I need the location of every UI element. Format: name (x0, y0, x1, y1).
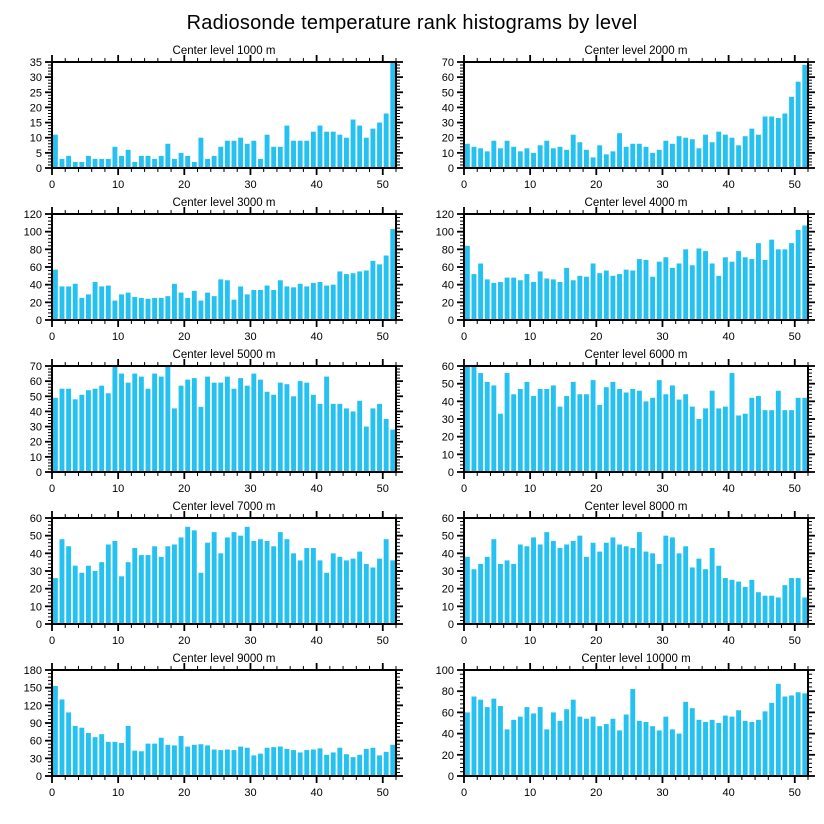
y-tick-label: 0 (447, 771, 454, 783)
y-tick-label: 150 (23, 682, 42, 695)
y-tick-label: 20 (441, 132, 454, 145)
y-tick-label: 10 (441, 601, 454, 614)
y-tick-label: 10 (441, 147, 454, 160)
x-tick-label: 30 (244, 483, 257, 495)
y-tick-label: 40 (441, 728, 454, 741)
x-tick-label: 50 (376, 331, 389, 343)
x-tick-label: 30 (656, 787, 669, 799)
y-tick-label: 20 (29, 436, 42, 449)
y-tick-label: 30 (441, 566, 454, 578)
y-tick-label: 50 (29, 530, 42, 543)
chart-panel-3000m (0, 194, 412, 346)
x-tick-label: 20 (178, 635, 191, 647)
histogram-2000m-svg (412, 42, 824, 194)
x-tick-label: 20 (590, 635, 603, 647)
y-tick-label: 60 (441, 72, 454, 85)
x-tick-label: 30 (244, 179, 257, 191)
y-tick-label: 60 (441, 262, 454, 274)
y-tick-label: 20 (29, 297, 42, 310)
subplot-title: Center level 9000 m (172, 653, 276, 665)
x-tick-label: 30 (656, 483, 669, 495)
y-tick-label: 0 (447, 163, 454, 175)
histogram-3000m-svg (0, 194, 412, 346)
x-tick-label: 10 (112, 483, 125, 495)
x-tick-label: 10 (524, 483, 537, 495)
y-tick-label: 100 (435, 665, 454, 677)
chart-panel-2000m (412, 42, 824, 194)
x-tick-label: 10 (112, 787, 125, 799)
y-tick-label: 60 (29, 513, 42, 525)
histogram-8000m-svg (412, 498, 824, 650)
x-tick-label: 20 (590, 179, 603, 191)
histogram-5000m-svg (0, 346, 412, 498)
chart-panel-8000m (412, 498, 824, 650)
chart-panel-6000m (412, 346, 824, 498)
x-tick-label: 30 (244, 787, 257, 799)
y-tick-label: 30 (441, 117, 454, 130)
y-tick-label: 10 (29, 451, 42, 464)
y-tick-label: 25 (29, 87, 42, 100)
x-tick-label: 0 (460, 787, 468, 799)
y-tick-label: 60 (441, 361, 454, 373)
y-tick-label: 15 (29, 117, 42, 130)
y-tick-label: 20 (441, 431, 454, 444)
y-tick-label: 70 (29, 361, 42, 373)
x-tick-label: 40 (310, 179, 323, 191)
y-tick-label: 40 (441, 102, 454, 115)
y-tick-label: 50 (29, 391, 42, 404)
y-tick-label: 180 (23, 665, 42, 677)
x-tick-label: 20 (590, 483, 603, 495)
x-tick-label: 20 (178, 787, 191, 799)
x-tick-label: 40 (722, 331, 735, 343)
x-tick-label: 20 (590, 331, 603, 343)
subplot-title: Center level 3000 m (172, 197, 276, 209)
x-tick-label: 0 (460, 635, 468, 647)
chart-panel-4000m (412, 194, 824, 346)
x-tick-label: 10 (524, 635, 537, 647)
y-tick-label: 50 (441, 530, 454, 543)
subplot-title: Center level 5000 m (172, 349, 276, 361)
y-tick-label: 10 (441, 449, 454, 462)
x-tick-label: 0 (48, 179, 56, 191)
y-tick-label: 0 (35, 467, 42, 479)
subplot-title: Center level 2000 m (584, 45, 688, 57)
x-tick-label: 50 (788, 331, 801, 343)
chart-panel-1000m (0, 42, 412, 194)
y-tick-label: 20 (29, 583, 42, 596)
y-tick-label: 120 (23, 700, 42, 713)
x-tick-label: 50 (376, 787, 389, 799)
y-tick-label: 80 (441, 686, 454, 699)
x-tick-label: 50 (788, 483, 801, 495)
x-tick-label: 30 (244, 635, 257, 647)
y-tick-label: 60 (29, 376, 42, 389)
x-tick-label: 0 (460, 483, 468, 495)
y-tick-label: 0 (447, 315, 454, 327)
histogram-1000m-svg (0, 42, 412, 194)
x-tick-label: 50 (376, 483, 389, 495)
subplot-title: Center level 1000 m (172, 45, 276, 57)
x-tick-label: 50 (376, 635, 389, 647)
y-tick-label: 120 (435, 209, 454, 221)
x-tick-label: 0 (460, 179, 468, 191)
x-tick-label: 10 (524, 331, 537, 343)
y-tick-label: 0 (447, 619, 454, 631)
x-tick-label: 20 (178, 331, 191, 343)
y-tick-label: 40 (441, 548, 454, 561)
chart-panel-7000m (0, 498, 412, 650)
x-tick-label: 0 (48, 483, 56, 495)
y-tick-label: 70 (441, 57, 454, 69)
x-tick-label: 30 (656, 635, 669, 647)
x-tick-label: 20 (178, 179, 191, 191)
x-tick-label: 0 (460, 331, 468, 343)
y-tick-label: 20 (441, 583, 454, 596)
y-tick-label: 50 (441, 378, 454, 391)
y-tick-label: 0 (447, 467, 454, 479)
y-tick-label: 100 (23, 226, 42, 239)
y-tick-label: 40 (441, 279, 454, 292)
histogram-4000m-svg (412, 194, 824, 346)
charts-grid (0, 42, 824, 802)
x-tick-label: 40 (722, 787, 735, 799)
x-tick-label: 30 (656, 179, 669, 191)
x-tick-label: 0 (48, 635, 56, 647)
y-tick-label: 30 (29, 72, 42, 85)
y-tick-label: 20 (29, 102, 42, 115)
y-tick-label: 60 (29, 735, 42, 748)
x-tick-label: 50 (376, 179, 389, 191)
x-tick-label: 40 (722, 635, 735, 647)
x-tick-label: 50 (788, 635, 801, 647)
y-tick-label: 80 (441, 244, 454, 257)
x-tick-label: 10 (112, 635, 125, 647)
x-tick-label: 40 (310, 483, 323, 495)
y-tick-label: 0 (35, 771, 42, 783)
y-tick-label: 40 (441, 396, 454, 409)
y-tick-label: 0 (35, 163, 42, 175)
y-tick-label: 30 (29, 421, 42, 434)
y-tick-label: 60 (441, 707, 454, 720)
y-tick-label: 5 (35, 147, 42, 160)
x-tick-label: 0 (48, 331, 56, 343)
histogram-6000m-svg (412, 346, 824, 498)
x-tick-label: 40 (722, 483, 735, 495)
y-tick-label: 40 (29, 548, 42, 561)
x-tick-label: 40 (722, 179, 735, 191)
y-tick-label: 30 (29, 566, 42, 578)
subplot-title: Center level 6000 m (584, 349, 688, 361)
y-tick-label: 10 (29, 601, 42, 614)
chart-panel-10000m (412, 650, 824, 802)
y-tick-label: 90 (29, 718, 42, 730)
subplot-title: Center level 4000 m (584, 197, 688, 209)
y-tick-label: 20 (441, 749, 454, 762)
histogram-10000m-svg (412, 650, 824, 802)
y-tick-label: 50 (441, 87, 454, 100)
x-tick-label: 10 (112, 179, 125, 191)
y-tick-label: 30 (441, 414, 454, 426)
y-tick-label: 120 (23, 209, 42, 221)
x-tick-label: 40 (310, 331, 323, 343)
x-tick-label: 10 (524, 179, 537, 191)
histogram-7000m-svg (0, 498, 412, 650)
x-tick-label: 10 (112, 331, 125, 343)
page-title: Radiosonde temperature rank histograms by level (186, 12, 638, 34)
y-tick-label: 60 (441, 513, 454, 525)
x-tick-label: 50 (788, 787, 801, 799)
y-tick-label: 40 (29, 406, 42, 419)
y-tick-label: 0 (35, 619, 42, 631)
y-tick-label: 35 (29, 57, 42, 69)
y-tick-label: 0 (35, 315, 42, 327)
y-tick-label: 60 (29, 262, 42, 274)
x-tick-label: 0 (48, 787, 56, 799)
subplot-title: Center level 8000 m (584, 501, 688, 513)
x-tick-label: 30 (244, 331, 257, 343)
y-tick-label: 80 (29, 244, 42, 257)
x-tick-label: 50 (788, 179, 801, 191)
x-tick-label: 10 (524, 787, 537, 799)
histogram-9000m-svg (0, 650, 412, 802)
subplot-title: Center level 10000 m (581, 653, 691, 665)
y-tick-label: 10 (29, 132, 42, 145)
y-tick-label: 30 (29, 753, 42, 766)
chart-panel-5000m (0, 346, 412, 498)
chart-panel-9000m (0, 650, 412, 802)
subplot-title: Center level 7000 m (172, 501, 276, 513)
x-tick-label: 30 (656, 331, 669, 343)
x-tick-label: 40 (310, 787, 323, 799)
x-tick-label: 20 (178, 483, 191, 495)
y-tick-label: 40 (29, 279, 42, 292)
x-tick-label: 40 (310, 635, 323, 647)
x-tick-label: 20 (590, 787, 603, 799)
y-tick-label: 100 (435, 226, 454, 239)
y-tick-label: 20 (441, 297, 454, 310)
